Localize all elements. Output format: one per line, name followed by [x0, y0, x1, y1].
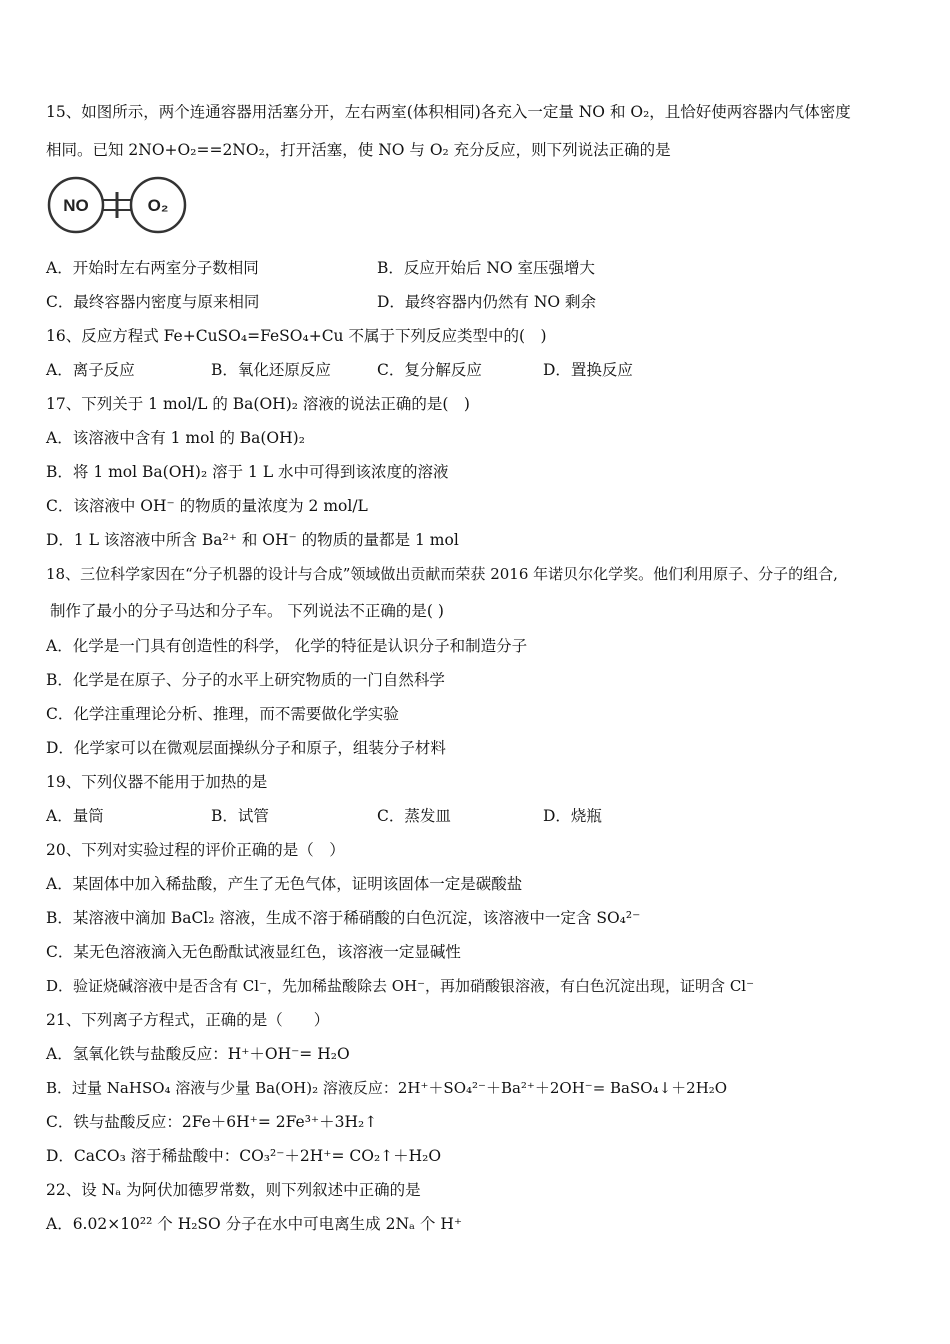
q15-option-b: B．反应开始后 NO 室压强增大 [377, 259, 596, 277]
q21-option-d: D．CaCO₃ 溶于稀盐酸中：CO₃²⁻＋2H⁺= CO₂↑＋H₂O [46, 1147, 442, 1165]
q16-option-d: D．置换反应 [543, 361, 633, 379]
q18-option-a: A．化学是一门具有创造性的科学， 化学的特征是认识分子和制造分子 [46, 637, 528, 655]
q20-option-a: A．某固体中加入稀盐酸，产生了无色气体，证明该固体一定是碳酸盐 [46, 875, 523, 893]
q17-option-a: A．该溶液中含有 1 mol 的 Ba(OH)₂ [46, 429, 305, 447]
connected-containers-diagram [46, 175, 188, 235]
q21-option-a: A．氢氧化铁与盐酸反应：H⁺＋OH⁻= H₂O [46, 1045, 350, 1063]
diagram-label-o2: O₂ [147, 196, 169, 215]
q15-option-c: C．最终容器内密度与原来相同 [46, 293, 260, 311]
q16-option-a: A．离子反应 [46, 361, 135, 379]
q16-stem: 16、反应方程式 Fe+CuSO₄=FeSO₄+Cu 不属于下列反应类型中的( ) [46, 327, 547, 345]
q20-option-d: D．验证烧碱溶液中是否含有 Cl⁻，先加稀盐酸除去 OH⁻，再加硝酸银溶液，有白色沉淀出现，证明含 Cl⁻ [46, 977, 755, 995]
q20-option-b: B．某溶液中滴加 BaCl₂ 溶液，生成不溶于稀硝酸的白色沉淀，该溶液中一定含 SO₄²⁻ [46, 909, 641, 927]
q22-stem: 22、设 Nₐ 为阿伏加德罗常数，则下列叙述中正确的是 [46, 1181, 421, 1199]
q16-option-c: C．复分解反应 [377, 361, 482, 379]
q19-option-b: B．试管 [211, 807, 269, 825]
diagram-label-no: NO [63, 196, 89, 215]
q18-option-c: C．化学注重理论分析、推理，而不需要做化学实验 [46, 705, 399, 723]
q18-option-b: B．化学是在原子、分子的水平上研究物质的一门自然科学 [46, 671, 445, 689]
q21-option-b: B．过量 NaHSO₄ 溶液与少量 Ba(OH)₂ 溶液反应：2H⁺＋SO₄²⁻＋Ba²⁺＋2OH⁻= BaSO₄↓＋2H₂O [46, 1079, 728, 1097]
q15-stem-line1: 15、如图所示，两个连通容器用活塞分开，左右两室(体积相同)各充入一定量 NO 和 O₂，且恰好使两容器内气体密度 [46, 103, 851, 121]
q17-stem: 17、下列关于 1 mol/L 的 Ba(OH)₂ 溶液的说法正确的是( ) [46, 395, 470, 413]
q18-stem-line1: 18、三位科学家因在“分子机器的设计与合成”领域做出贡献而荣获 2016 年诺贝尔化学奖。他们利用原子、分子的组合, [46, 565, 838, 583]
q20-option-c: C．某无色溶液滴入无色酚酞试液显红色，该溶液一定显碱性 [46, 943, 461, 961]
q18-stem-line2: 制作了最小的分子马达和分子车。 下列说法不正确的是( ) [50, 602, 444, 620]
q18-option-d: D．化学家可以在微观层面操纵分子和原子，组装分子材料 [46, 739, 446, 757]
q17-option-b: B．将 1 mol Ba(OH)₂ 溶于 1 L 水中可得到该浓度的溶液 [46, 463, 449, 481]
q21-stem: 21、下列离子方程式，正确的是（ ） [46, 1011, 330, 1029]
q19-stem: 19、下列仪器不能用于加热的是 [46, 773, 268, 791]
q15-option-d: D．最终容器内仍然有 NO 剩余 [377, 293, 597, 311]
q19-option-d: D．烧瓶 [543, 807, 602, 825]
q19-option-a: A．量筒 [46, 807, 104, 825]
q15-stem-line2: 相同。已知 2NO+O₂==2NO₂，打开活塞，使 NO 与 O₂ 充分反应，则下列说法正确的是 [46, 141, 671, 159]
q22-option-a: A．6.02×10²² 个 H₂SO 分子在水中可电离生成 2Nₐ 个 H⁺ [46, 1215, 463, 1233]
q19-option-c: C．蒸发皿 [377, 807, 451, 825]
q15-option-a: A．开始时左右两室分子数相同 [46, 259, 259, 277]
q16-option-b: B．氧化还原反应 [211, 361, 331, 379]
q17-option-c: C．该溶液中 OH⁻ 的物质的量浓度为 2 mol/L [46, 497, 368, 515]
q21-option-c: C．铁与盐酸反应：2Fe＋6H⁺= 2Fe³⁺＋3H₂↑ [46, 1113, 378, 1131]
q20-stem: 20、下列对实验过程的评价正确的是（ ） [46, 841, 345, 859]
q17-option-d: D．1 L 该溶液中所含 Ba²⁺ 和 OH⁻ 的物质的量都是 1 mol [46, 531, 459, 549]
